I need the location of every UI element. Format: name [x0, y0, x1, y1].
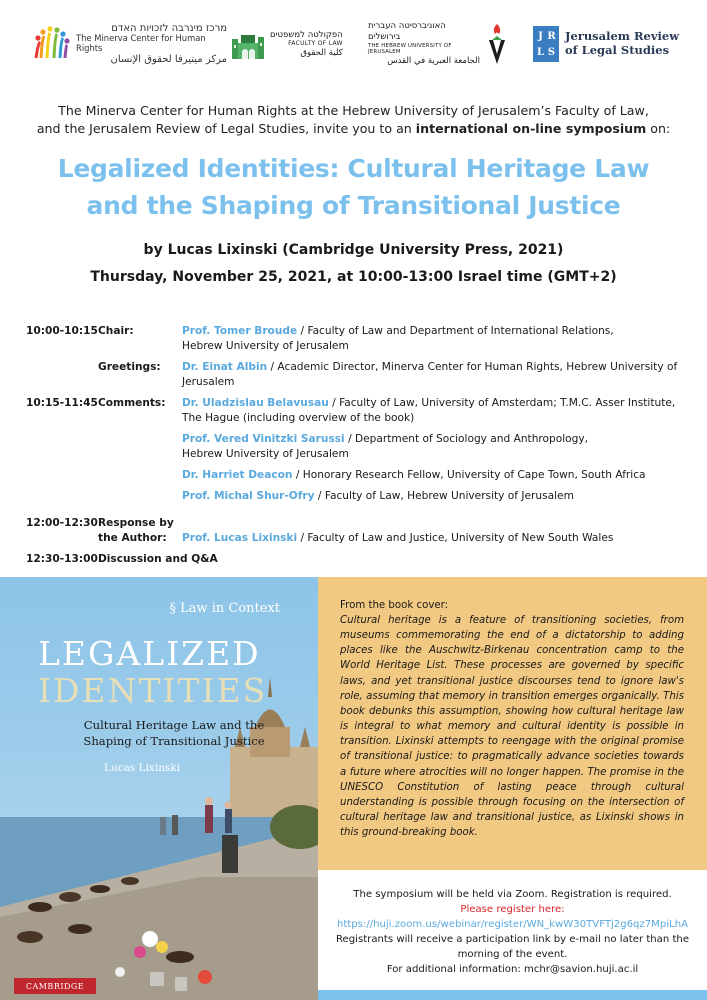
- jrls-mark-letter: S: [547, 46, 556, 58]
- title-line: Legalized Identities: Cultural Heritage Law: [57, 154, 650, 183]
- speaker-name: Prof. Tomer Broude: [182, 325, 298, 337]
- jrls-mark-letter: J: [538, 30, 543, 42]
- registration-note: morning of the event.: [457, 949, 568, 960]
- invitation-line: [0, 120, 707, 138]
- jrls-mark-letter: R: [547, 30, 556, 42]
- program-schedule: [26, 324, 696, 567]
- minerva-arabic-name: مركز ميتيرفا لحقوق الإنسان: [110, 53, 227, 65]
- session-time: 12:00-12:30: [26, 517, 98, 529]
- program-row-discussion: [26, 552, 696, 567]
- book-byline: by Lucas Lixinski (Cambridge University Press, 2021): [143, 242, 564, 258]
- minerva-people-icon: [32, 24, 72, 64]
- jrls-logo: [533, 18, 693, 70]
- minerva-center-logo: [32, 18, 227, 70]
- speaker: [182, 489, 696, 504]
- session-time: 12:30-13:00: [26, 553, 98, 565]
- jrls-mark-letter: L: [536, 46, 545, 58]
- cover-publisher-badge: CAMBRIDGE: [14, 978, 96, 994]
- contact-email[interactable]: For additional information: mchr@savion.huji.ac.il: [386, 964, 639, 975]
- law-english-name: FACULTY OF LAW: [288, 40, 343, 48]
- law-hebrew-name: הפקולטה למשפטים: [270, 29, 343, 40]
- speaker: [182, 324, 696, 354]
- session-time: 10:15-11:45: [26, 397, 98, 409]
- invitation-text: [0, 102, 707, 138]
- jrls-mark-icon: [533, 26, 559, 62]
- speaker: [182, 468, 696, 483]
- session-time: [26, 360, 98, 396]
- minerva-hebrew-name: מרכז מינרבה לזכויות האדם: [111, 22, 227, 34]
- book-blurb: [318, 577, 707, 870]
- speaker: [182, 396, 696, 426]
- jrls-name-line: Jerusalem Review: [565, 29, 680, 44]
- speaker: [182, 432, 696, 462]
- program-row-chair: [26, 324, 696, 360]
- registration-link[interactable]: https://huji.zoom.us/webinar/register/WN_kwW30TVFTj2g6qz7MpiLhA: [336, 919, 689, 930]
- session-role: [98, 516, 182, 552]
- huji-english-name: THE HEBREW UNIVERSITY OF JERUSALEM: [368, 42, 452, 56]
- invitation-fragment: on:: [646, 121, 671, 136]
- title-line: and the Shaping of Transitional Justice: [86, 191, 621, 220]
- session-role: Discussion and Q&A: [98, 553, 218, 565]
- program-row-response: [26, 516, 696, 552]
- minerva-english-name: The Minerva Center for Human Rights: [76, 33, 206, 53]
- law-building-icon: [232, 29, 264, 59]
- session-role-line: Response by: [98, 517, 174, 529]
- program-row-comments: [26, 396, 696, 510]
- bottom-color-strip: [318, 990, 707, 1000]
- speaker-affiliation: / Academic Director, Minerva Center for Human Rights, Hebrew University of Jerusalem: [182, 361, 678, 388]
- speaker-affiliation: / Honorary Research Fellow, University of Cape Town, South Africa: [292, 469, 646, 481]
- huji-torch-icon: [486, 22, 508, 66]
- faculty-of-law-logo: [232, 18, 357, 70]
- cover-subtitle: Cultural Heritage Law and the Shaping of Transitional Justice: [83, 718, 265, 748]
- book-cover-image: [0, 577, 318, 1000]
- speaker: [182, 531, 696, 546]
- speaker-affiliation-cont: The Hague (including overview of the book): [182, 412, 415, 424]
- event-date: Thursday, November 25, 2021, at 10:00-13:00 Israel time (GMT+2): [90, 269, 617, 285]
- session-role: Greetings:: [98, 361, 161, 373]
- cover-title-line: IDENTITIES: [38, 671, 268, 710]
- session-role: Chair:: [98, 325, 134, 337]
- speaker-affiliation-cont: Hebrew University of Jerusalem: [182, 448, 349, 460]
- session-role-line: the Author:: [98, 532, 167, 544]
- huji-arabic-name: الجامعة العبرية في القدس: [387, 56, 480, 67]
- invitation-emphasis: international on-line symposium: [415, 121, 647, 136]
- blurb-body: Cultural heritage is a feature of transitioning societies, from museums commemorating the end of a dictatorship to adding places like the Auschwitz-Birkenau concentration camp to the World Heritage List. These processes are governed by specific laws, and yet transitional justice discourses tend to ignore law's role, assuming that memory in transition emerges organically. This book debunks this assumption, showing how cultural heritage law is integral to what memory and cultural identity is possible in transition. Lixinski attempts to reengage with the original promise of transitional justice: to pragmatically advance societies towards a future where atrocities will no longer happen. The promise in the UNESCO Constitution of lasting peace through cultural understanding is possible through focusing on the intersection of cultural heritage law and transitional justice, as Lixinski shows in this ground-breaking book.: [340, 615, 684, 839]
- speaker-name: Dr. Einat Albin: [182, 361, 268, 373]
- speaker-affiliation: / Department of Sociology and Anthropology,: [344, 433, 589, 445]
- cover-title-line: LEGALIZED: [38, 634, 261, 673]
- jrls-name: [565, 30, 679, 58]
- speaker-name: Prof. Michal Shur-Ofry: [182, 490, 315, 502]
- speaker-affiliation: / Faculty of Law, University of Amsterdam; T.M.C. Asser Institute,: [328, 397, 676, 409]
- speaker-affiliation: / Faculty of Law and Justice, University of New South Wales: [297, 532, 614, 544]
- registration-note: Registrants will receive a participation link by e-mail no later than the: [335, 934, 690, 945]
- speaker-name: Dr. Uladzislau Belavusau: [182, 397, 329, 409]
- session-role: Comments:: [98, 397, 166, 409]
- invitation-line: The Minerva Center for Human Rights at the Hebrew University of Jerusalem’s Faculty of Law,: [58, 103, 649, 118]
- registration-info: [318, 870, 707, 1000]
- speaker-name: Prof. Lucas Lixinski: [182, 532, 298, 544]
- speaker-name: Prof. Vered Vinitzki Sarussi: [182, 433, 345, 445]
- invitation-fragment: and the Jerusalem Review of Legal Studies, invite you to an: [36, 121, 416, 136]
- law-arabic-name: كلية الحقوق: [300, 47, 343, 58]
- speaker-affiliation: / Faculty of Law and Department of International Relations,: [297, 325, 614, 337]
- speaker-affiliation-cont: Hebrew University of Jerusalem: [182, 340, 349, 352]
- speaker-affiliation: / Faculty of Law, Hebrew University of Jerusalem: [314, 490, 574, 502]
- jrls-name-line: of Legal Studies: [565, 43, 670, 57]
- register-call-to-action: Please register here:: [460, 904, 565, 915]
- speaker: [182, 360, 696, 390]
- header-logos: [0, 18, 707, 70]
- registration-note: The symposium will be held via Zoom. Registration is required.: [353, 889, 672, 900]
- blurb-heading: From the book cover:: [340, 600, 449, 611]
- session-time: 10:00-10:15: [26, 325, 98, 337]
- speaker-name: Dr. Harriet Deacon: [182, 469, 293, 481]
- cover-series: § Law in Context: [169, 601, 280, 616]
- cover-author: Lucas Lixinski: [104, 762, 181, 774]
- symposium-title: [0, 150, 707, 224]
- huji-hebrew-name: האוניברסיטה העברית בירושלים: [368, 21, 446, 42]
- hebrew-university-logo: [368, 18, 508, 70]
- program-row-greetings: [26, 360, 696, 396]
